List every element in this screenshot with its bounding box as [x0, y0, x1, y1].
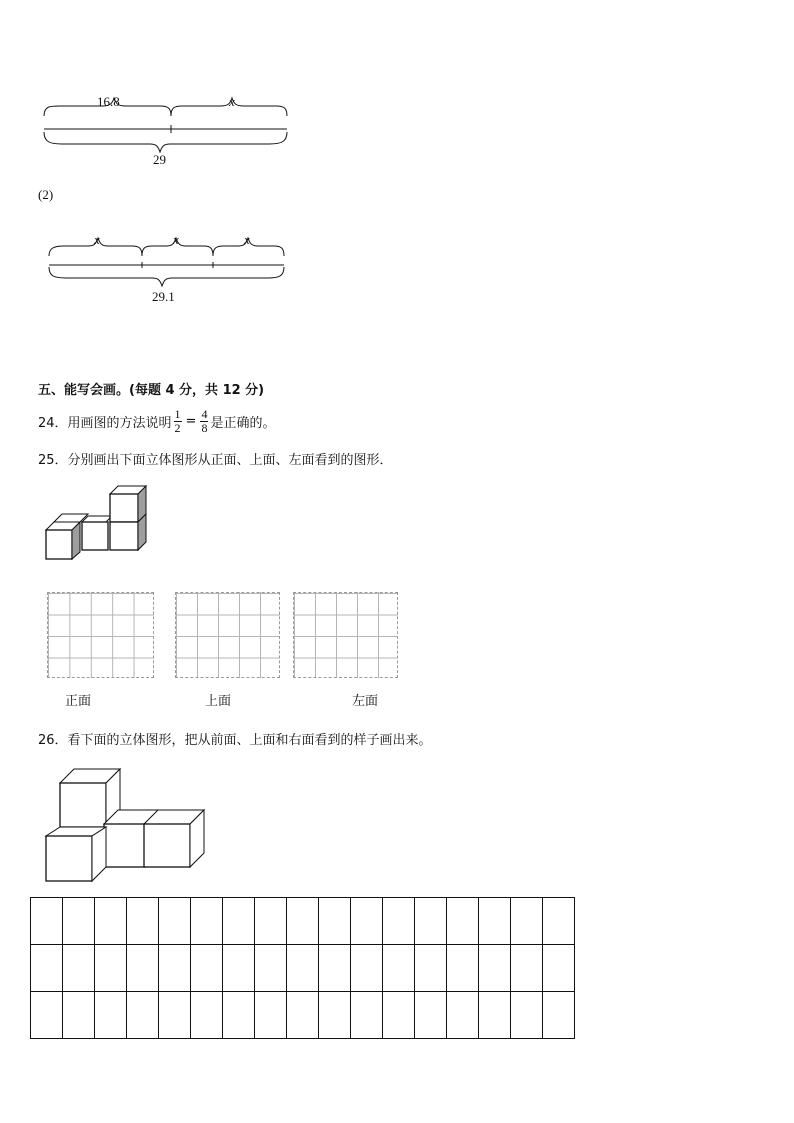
- grid-left-view[interactable]: [293, 592, 398, 678]
- answer-grid-cell[interactable]: [383, 945, 415, 992]
- answer-grid-cell[interactable]: [383, 992, 415, 1039]
- grid-front-view[interactable]: [47, 592, 154, 678]
- answer-grid-cell[interactable]: [511, 992, 543, 1039]
- answer-grid-cell[interactable]: [223, 898, 255, 945]
- answer-grid-cell[interactable]: [415, 992, 447, 1039]
- part-2-label: (2): [38, 187, 54, 202]
- answer-grid-cell[interactable]: [95, 992, 127, 1039]
- answer-grid-cell[interactable]: [127, 945, 159, 992]
- answer-grid-cell[interactable]: [63, 992, 95, 1039]
- answer-grid-cell[interactable]: [63, 898, 95, 945]
- bottom-brace: [49, 267, 284, 286]
- answer-grid-cell[interactable]: [447, 898, 479, 945]
- answer-grid-cell[interactable]: [223, 945, 255, 992]
- answer-grid-cell[interactable]: [319, 898, 351, 945]
- answer-grid-cell[interactable]: [351, 992, 383, 1039]
- bottom-brace: [44, 132, 287, 152]
- fraction-1-numerator: 1: [174, 407, 181, 421]
- fraction-2-numerator: 4: [201, 407, 208, 421]
- diagram2-top-label-3: x: [244, 232, 250, 247]
- grid-top-view[interactable]: [175, 592, 280, 678]
- answer-grid-row: [31, 992, 575, 1039]
- diagram1-top-left-label: 16.8: [97, 94, 120, 109]
- diagram1-bottom-label: 29: [153, 152, 166, 167]
- answer-grid-cell[interactable]: [415, 898, 447, 945]
- diagram2-top-label-1: x: [94, 232, 100, 247]
- answer-grid-cell[interactable]: [415, 945, 447, 992]
- answer-grid-cell[interactable]: [479, 898, 511, 945]
- answer-grid-cell[interactable]: [255, 945, 287, 992]
- answer-grid-row: [31, 898, 575, 945]
- question-24: [38, 408, 275, 435]
- answer-grid-cell[interactable]: [31, 992, 63, 1039]
- section-5-heading: 五、能写会画。(每题 4 分，共 12 分): [38, 383, 265, 398]
- answer-grid-cell[interactable]: [191, 898, 223, 945]
- grid-label-top: 上面: [205, 694, 232, 709]
- answer-grid-cell[interactable]: [319, 992, 351, 1039]
- fraction-2-denominator: 8: [201, 421, 208, 435]
- answer-grid-cell[interactable]: [159, 992, 191, 1039]
- q26-answer-grid[interactable]: [30, 897, 575, 1039]
- answer-grid-cell[interactable]: [127, 898, 159, 945]
- grid-label-front: 正面: [65, 694, 92, 709]
- answer-grid-cell[interactable]: [63, 945, 95, 992]
- answer-grid-cell[interactable]: [543, 898, 575, 945]
- answer-grid-cell[interactable]: [127, 992, 159, 1039]
- q26-cube-figure: [40, 764, 210, 884]
- q25-cube-figure: [40, 484, 155, 564]
- answer-grid-cell[interactable]: [511, 898, 543, 945]
- answer-grid-cell[interactable]: [159, 898, 191, 945]
- answer-grid-cell[interactable]: [287, 945, 319, 992]
- diagram1-top-right-label: x: [229, 94, 235, 109]
- answer-grid-cell[interactable]: [95, 898, 127, 945]
- answer-grid-cell[interactable]: [287, 898, 319, 945]
- answer-grid-cell[interactable]: [351, 898, 383, 945]
- diagram2-top-label-2: x: [173, 232, 179, 247]
- grid-label-left: 左面: [352, 694, 379, 709]
- answer-grid-cell[interactable]: [191, 945, 223, 992]
- question-25: 25．分别画出下面立体图形从正面、上面、左面看到的图形．: [38, 453, 393, 468]
- answer-grid-cell[interactable]: [511, 945, 543, 992]
- answer-grid-cell[interactable]: [543, 945, 575, 992]
- answer-grid-cell[interactable]: [543, 992, 575, 1039]
- fraction-four-eighths: [200, 408, 208, 435]
- answer-grid-cell[interactable]: [255, 898, 287, 945]
- answer-grid-cell[interactable]: [447, 945, 479, 992]
- q24-suffix: 是正确的。: [210, 416, 276, 431]
- segment-diagram-1: [40, 88, 300, 168]
- answer-grid-cell[interactable]: [287, 992, 319, 1039]
- answer-grid-cell[interactable]: [191, 992, 223, 1039]
- answer-grid-cell[interactable]: [351, 945, 383, 992]
- fraction-one-half: [174, 408, 182, 435]
- answer-grid-cell[interactable]: [447, 992, 479, 1039]
- fraction-1-denominator: 2: [174, 421, 181, 435]
- answer-grid-cell[interactable]: [255, 992, 287, 1039]
- answer-grid-cell[interactable]: [159, 945, 191, 992]
- answer-grid-cell[interactable]: [223, 992, 255, 1039]
- answer-grid-cell[interactable]: [31, 898, 63, 945]
- answer-grid-row: [31, 945, 575, 992]
- q24-equals: =: [185, 414, 197, 429]
- answer-grid-cell[interactable]: [383, 898, 415, 945]
- question-26: 26．看下面的立体图形，把从前面、上面和右面看到的样子画出来。: [38, 733, 432, 748]
- answer-grid-cell[interactable]: [479, 945, 511, 992]
- diagram2-bottom-label: 29.1: [152, 289, 175, 304]
- answer-grid-cell[interactable]: [95, 945, 127, 992]
- answer-grid-cell[interactable]: [479, 992, 511, 1039]
- answer-grid-cell[interactable]: [319, 945, 351, 992]
- q24-prefix: 24．用画图的方法说明: [38, 416, 172, 431]
- answer-grid-cell[interactable]: [31, 945, 63, 992]
